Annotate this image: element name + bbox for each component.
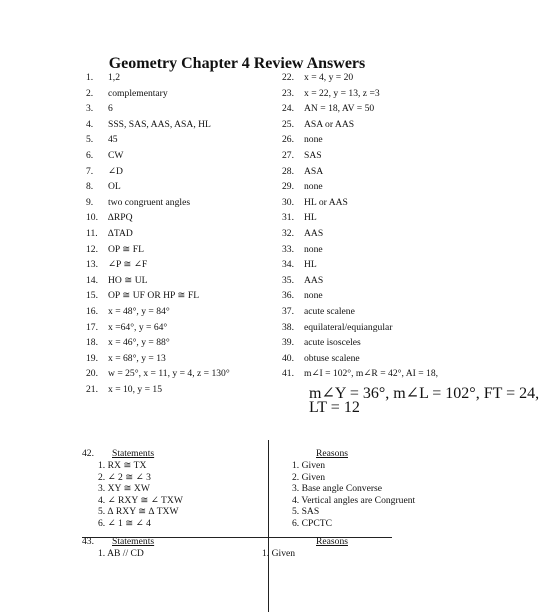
answer-number: 32. [282,228,294,239]
answer-number: 2. [86,87,94,99]
answer-number: 14. [86,274,98,286]
proof42-statement-4: 4. ∠ RXY ≅ ∠ TXW [98,494,183,506]
answer-text: w = 25°, x = 11, y = 4, z = 130° [108,368,230,380]
answer-text: HO ≅ UL [108,274,148,286]
proof43-statements-header: Statements [112,536,155,547]
proof42-reason-3: 3. Base angle Converse [292,483,383,494]
answer-text: none [304,290,323,302]
answer-text: OL [108,181,121,193]
answer-number: 29. [282,181,294,193]
answer-text: x = 4, y = 20 [304,72,354,83]
answer-text: x = 22, y = 13, z =3 [304,87,380,99]
answer-number: 26. [282,134,294,146]
proof43-statement-1: 1. AB // CD [98,548,144,559]
answer-number: 11. [86,228,98,239]
answer-text: obtuse scalene [304,352,360,364]
answer-number: 8. [86,181,94,193]
answer-text: m∠I = 102°, m∠R = 42°, AI = 18, [304,368,439,380]
proof42-statement-1: 1. RX ≅ TX [98,460,147,471]
answer-number: 9. [86,196,94,208]
proof42-reason-5: 5. SAS [292,506,320,517]
answer-text: x = 68°, y = 13 [108,352,166,364]
answer-number: 27. [282,150,294,161]
answer-number: 18. [86,337,98,349]
answer-number: 4. [86,118,94,130]
answer-text: ASA or AAS [304,118,355,130]
answer-number: 6. [86,150,94,161]
proof-column-divider [268,440,269,612]
answer-text: x = 10, y = 15 [108,384,162,395]
answer-text: 6 [108,103,113,115]
proof43-reasons-header: Reasons [316,536,348,547]
answer-text: none [304,243,323,255]
answer-number: 21. [86,384,98,395]
answer-text: x =64°, y = 64° [108,321,168,333]
proof42-statement-3: 3. XY ≅ XW [98,483,150,494]
proof42-statement-6: 6. ∠ 1 ≅ ∠ 4 [98,517,151,529]
answer-number: 7. [86,165,94,177]
answer-text: SSS, SAS, AAS, ASA, HL [108,118,211,130]
answer-number: 10. [86,212,98,224]
answer-text: OP ≅ FL [108,243,144,255]
answer-number: 17. [86,321,98,333]
answer-text: HL [304,259,317,271]
answer-number: 39. [282,337,294,349]
answer-number: 35. [282,274,294,286]
answer-number: 37. [282,306,294,317]
answer-number: 5. [86,134,94,146]
proof43-reason-1: 1. Given [262,548,296,559]
answer-number: 12. [86,243,98,255]
proof43-number: 43. [82,536,94,547]
answer-number: 38. [282,321,294,333]
answer-number: 3. [86,103,94,115]
answer-number: 24. [282,103,294,115]
proof42-reason-2: 2. Given [292,471,326,483]
proof42-reason-1: 1. Given [292,460,326,471]
answer-text: HL or AAS [304,196,348,208]
answer-number: 13. [86,259,98,271]
answer-text: x = 46°, y = 88° [108,337,170,349]
answer-number: 1. [86,72,94,83]
answer-text: x = 48°, y = 84° [108,306,170,317]
page-title: Geometry Chapter 4 Review Answers [108,55,366,72]
answer-text: AN = 18, AV = 50 [304,103,375,115]
answer-text: none [304,181,323,193]
answer-number: 23. [282,87,294,99]
answer-text: none [304,134,323,146]
answer-number: 28. [282,165,294,177]
answer-text: two congruent angles [108,196,191,208]
answer-number: 20. [86,368,98,380]
answer-number: 25. [282,118,294,130]
answer-number: 34. [282,259,294,271]
answer-number: 33. [282,243,294,255]
answer-text: ∠D [108,165,123,177]
answer-text: ∆RPQ [108,212,133,224]
answer-text: acute scalene [304,306,355,317]
answer-text: AAS [304,274,324,286]
proof42-reasons-header: Reasons [316,448,348,459]
answer-text: 45 [108,134,118,146]
answer-text: complementary [108,87,168,99]
answer-text: ∠P ≅ ∠F [108,259,148,271]
answer-text: CW [108,150,124,161]
answer-text: acute isosceles [304,337,361,349]
proof42-reason-6: 6. CPCTC [292,517,332,529]
answer-text: 1,2 [108,72,120,83]
answer-text: equilateral/equiangular [304,321,393,333]
answer-text: SAS [304,150,322,161]
answer-number: 15. [86,290,98,302]
answer-number: 36. [282,290,294,302]
answer-text: ASA [304,165,324,177]
answer-number: 30. [282,196,294,208]
proof42-reason-4: 4. Vertical angles are Congruent [292,494,416,506]
proof42-statement-5: 5. ∆ RXY ≅ ∆ TXW [98,506,179,517]
answer-text: AAS [304,228,324,239]
answer-number: 40. [282,352,294,364]
answer-text: ∆TAD [108,228,133,239]
answer-number: 19. [86,352,98,364]
q41-continuation-2: LT = 12 [309,399,360,416]
q41-continuation-1: m∠Y = 36°, m∠L = 102°, FT = 24, [309,385,539,402]
proof42-statement-2: 2. ∠ 2 ≅ ∠ 3 [98,471,151,483]
proof42-statements-header: Statements [112,448,155,459]
answer-number: 16. [86,306,98,317]
answer-number: 41. [282,368,294,380]
proof42-number: 42. [82,448,94,459]
answer-number: 22. [282,72,294,83]
answer-number: 31. [282,212,294,224]
answer-text: OP ≅ UF OR HP ≅ FL [108,290,200,302]
answer-text: HL [304,212,317,224]
